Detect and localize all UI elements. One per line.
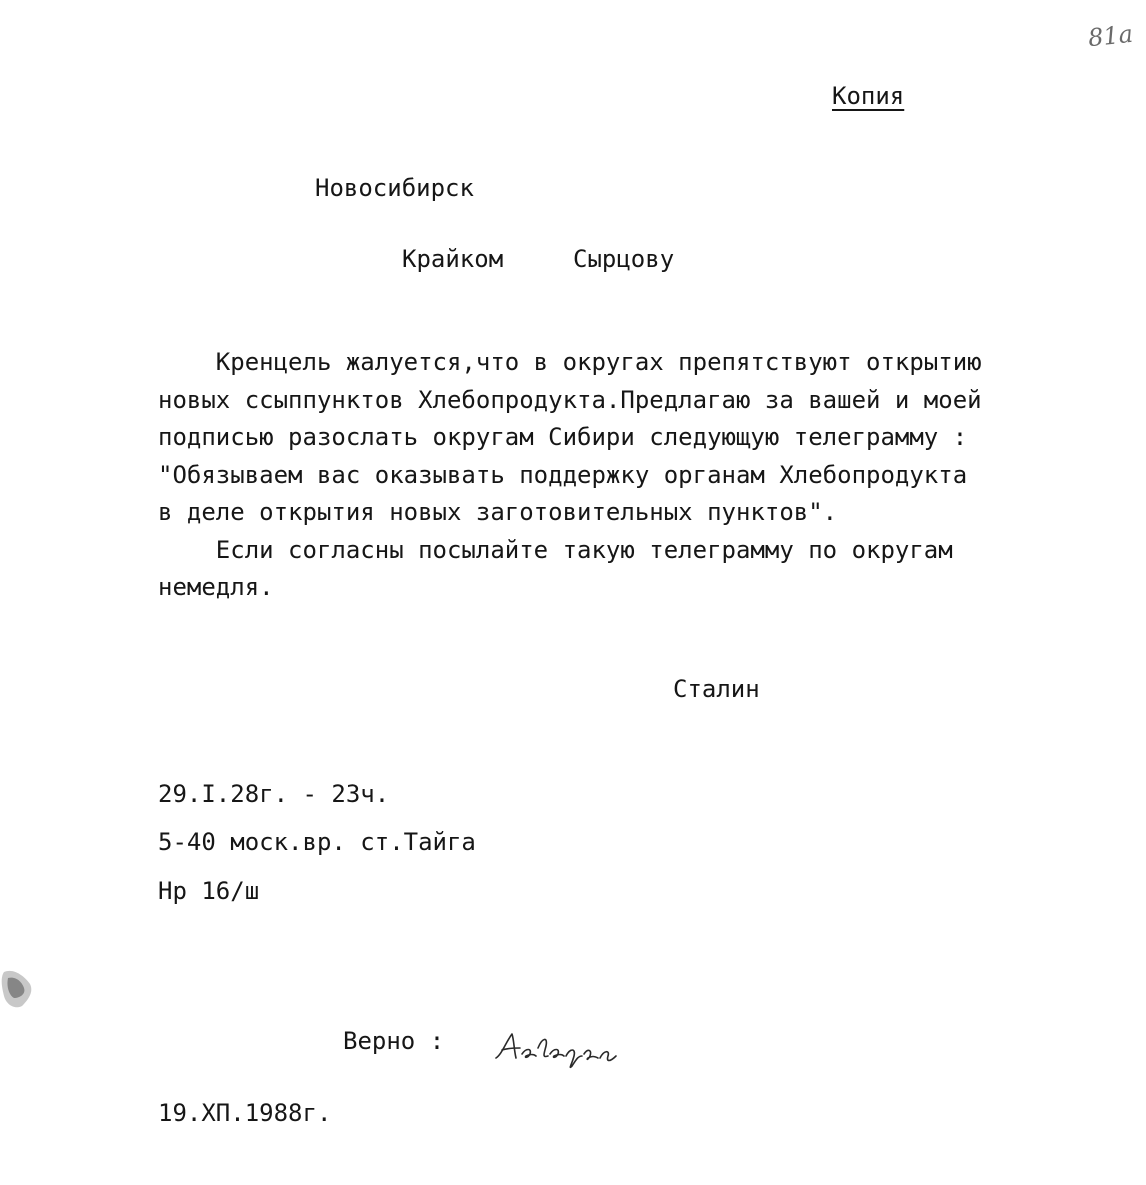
body-line: Если согласны посылайте такую телеграмму по округам (158, 535, 953, 564)
telegram-body (158, 344, 988, 607)
dispatch-reference: Нр 16/ш (158, 877, 260, 905)
signature-text (492, 1026, 622, 1074)
body-line: подписью разослать округам Сибири следующую телеграмму : (158, 423, 968, 451)
handwritten-signature (492, 1026, 622, 1074)
certification-label: Верно : (343, 1027, 445, 1055)
body-line: в деле открытия новых заготовительных пунктов". (158, 498, 838, 526)
body-line: немедля. (158, 573, 274, 601)
addressee-name: Сырцову (573, 245, 675, 273)
copy-mark: Копия (832, 82, 905, 110)
dispatch-place-time: 5-40 моск.вр. ст.Тайга (158, 828, 476, 856)
signatory-name: Сталин (673, 675, 760, 703)
destination-city: Новосибирск (315, 174, 474, 202)
dispatch-date-time: 29.I.28г. - 23ч. (158, 780, 390, 808)
body-line: новых ссыппунктов Хлебопродукта.Предлагаю за вашей и моей (158, 385, 982, 414)
archive-page-number: 81а (1086, 19, 1135, 53)
body-line: "Обязываем вас оказывать поддержку органам Хлебопродукта (158, 460, 968, 489)
addressee-org: Крайком (402, 245, 504, 273)
certification-date: 19.ХП.1988г. (158, 1099, 332, 1127)
body-line: Кренцель жалуется,что в округах препятствуют открытию (158, 348, 982, 376)
paper-smudge (0, 966, 36, 1012)
